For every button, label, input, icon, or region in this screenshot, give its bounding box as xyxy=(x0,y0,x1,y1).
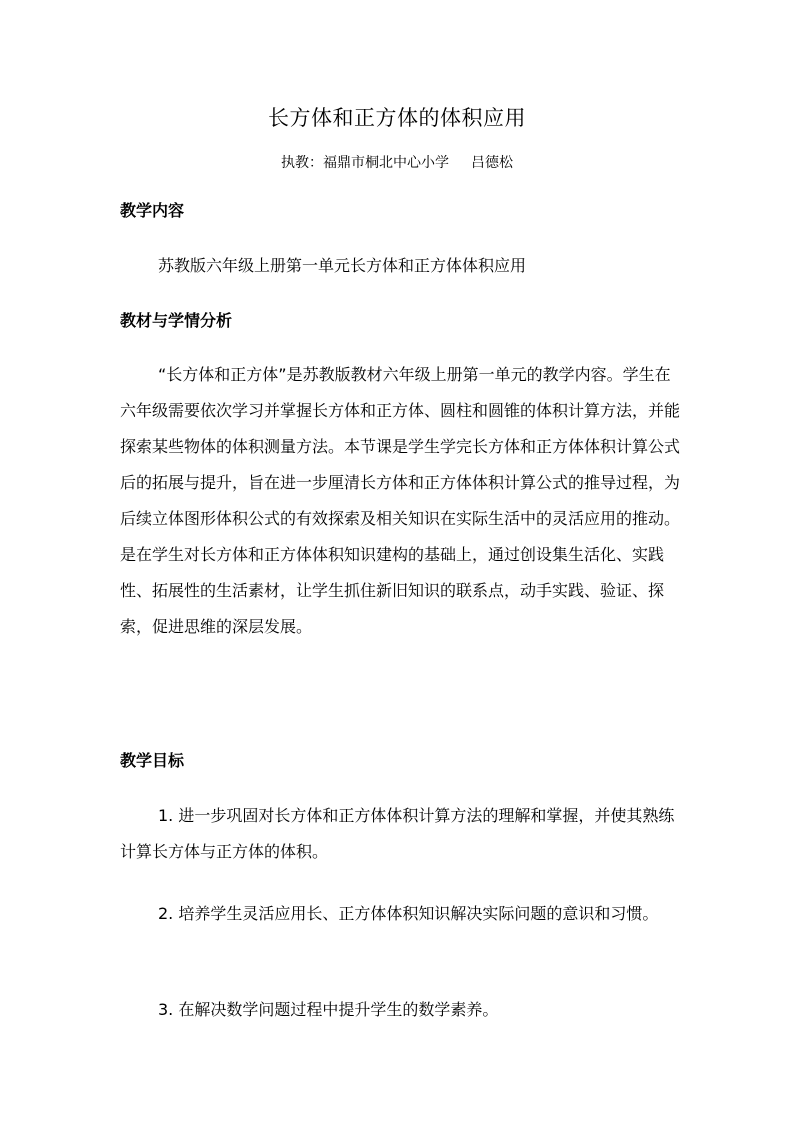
analysis-paragraph: “长方体和正方体”是苏教版教材六年级上册第一单元的教学内容。学生在六年级需要依次学习并掌握长方体和正方体、圆柱和圆锥的体积计算方法，并能探索某些物体的体积测量方法。本节课是学生学完长方体和正方体体积计算公式后的拓展与提升，旨在进一步厘清长方体和正方体体积计算公式的推导过程，为后续立体图形体积公式的有效探索及相关知识在实际生活中的灵活应用的推动。是在学生对长方体和正方体体积知识建构的基础上，通过创设集生活化、实践性、拓展性的生活素材，让学生抓住新旧知识的联系点，动手实践、验证、探索，促进思维的深层发展。 xyxy=(120,365,681,636)
author-name: 吕德松 xyxy=(471,155,513,171)
section-heading-goals: 教学目标 xyxy=(120,751,185,770)
author-line xyxy=(0,152,794,174)
goal-item-3: 3. 在解决数学问题过程中提升学生的数学素养。 xyxy=(158,1000,499,1019)
section-heading-analysis: 教材与学情分析 xyxy=(120,311,233,330)
document-title: 长方体和正方体的体积应用 xyxy=(268,106,526,130)
goal-item-1: 1. 进一步巩固对长方体和正方体体积计算方法的理解和掌握，并使其熟练计算长方体与正方体的体积。 xyxy=(120,806,675,861)
section-heading-content: 教学内容 xyxy=(120,201,185,220)
author-school: 执教：福鼎市桐北中心小学 xyxy=(281,155,449,171)
goal-item-2: 2. 培养学生灵活应用长、正方体体积知识解决实际问题的意识和习惯。 xyxy=(158,904,659,923)
content-text: 苏教版六年级上册第一单元长方体和正方体体积应用 xyxy=(158,256,527,275)
